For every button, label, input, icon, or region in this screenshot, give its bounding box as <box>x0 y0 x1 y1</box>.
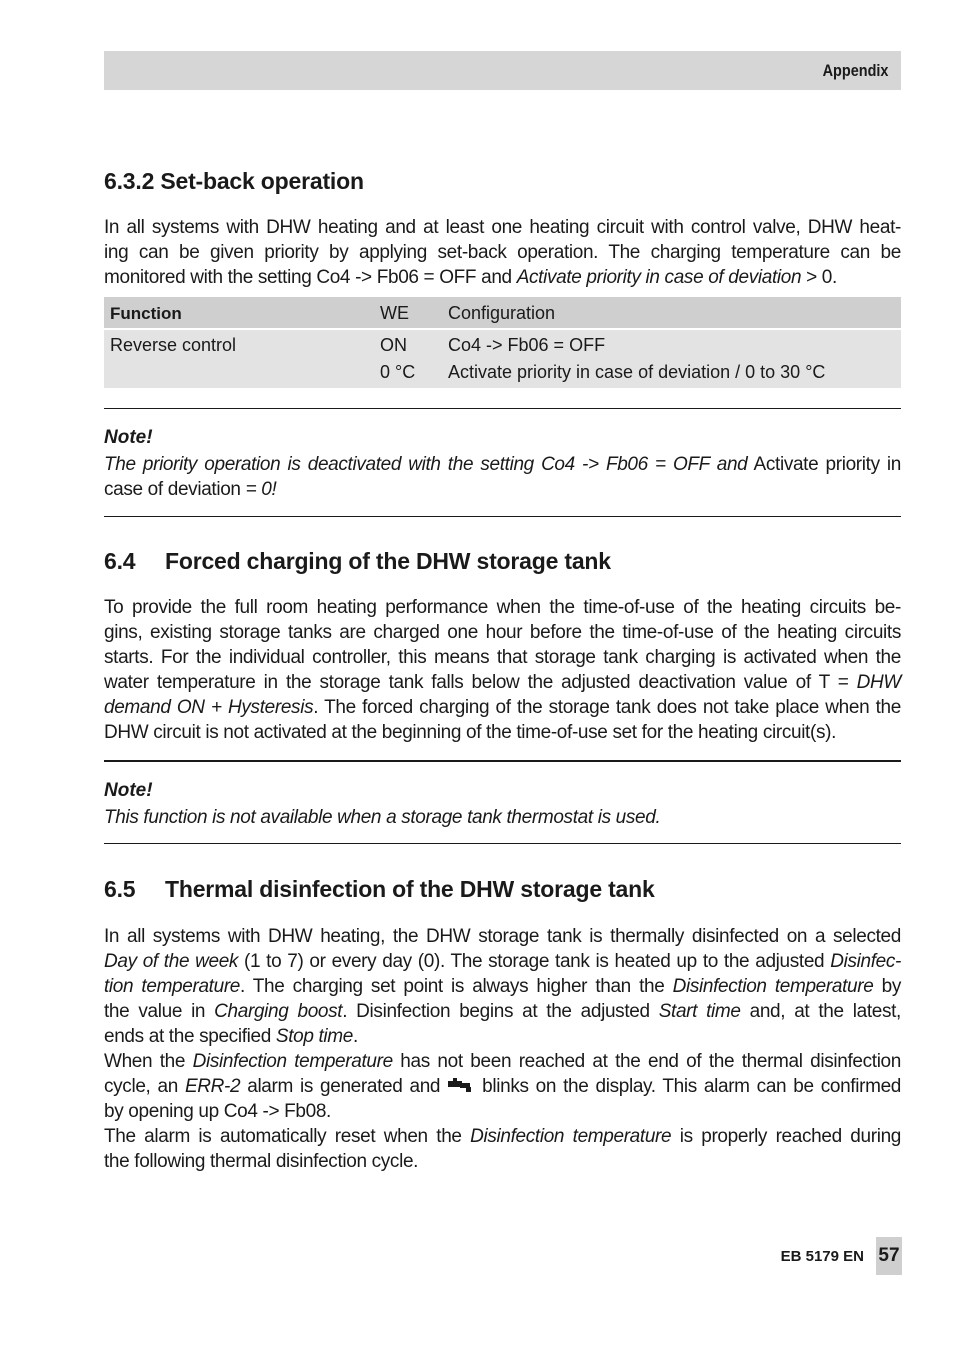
text-line: To provide the full room heating performance when the time-of-use of the heating circuits be- <box>104 597 901 618</box>
text-line: tion temperature. The charging set point is always higher than the Disinfection temperature by <box>104 976 901 997</box>
config-table <box>104 297 901 388</box>
text-line: The alarm is automatically reset when the Disinfection temperature is properly reached during <box>104 1126 901 1147</box>
header-config: Configuration <box>448 303 556 323</box>
header-function: Function <box>110 304 182 323</box>
text-line: This function is not available when a storage tank thermostat is used. <box>104 807 661 828</box>
note-title: Note! <box>104 427 153 448</box>
text-line: cycle, an ERR-2 alarm is generated and blinks on the display. This alarm can be confirmed <box>104 1076 901 1097</box>
note-text <box>104 805 901 830</box>
header-we: WE <box>380 303 409 323</box>
text-line: the following thermal disinfection cycle. <box>104 1151 419 1172</box>
document-code: EB 5179 EN <box>780 1248 864 1265</box>
header-bar <box>104 51 901 90</box>
heading-6-5: 6.5 Thermal disinfection of the DHW storage tank <box>104 876 655 902</box>
note-text <box>104 452 901 502</box>
text-line: ends at the specified Stop time. <box>104 1026 358 1047</box>
cell-we: 0 °C <box>380 362 416 382</box>
text-line: the value in Charging boost. Disinfection begins at the adjusted Start time and, at the latest, <box>104 1001 901 1022</box>
text-line: In all systems with DHW heating, the DHW storage tank is thermally disinfected on a selected <box>104 926 901 947</box>
divider <box>104 408 901 409</box>
text-line: When the Disinfection temperature has not been reached at the end of the thermal disinfection <box>104 1051 901 1072</box>
divider <box>104 843 901 844</box>
text-line: demand ON + Hysteresis. The forced charging of the storage tank does not take place when the <box>104 697 901 718</box>
text-line: DHW circuit is not activated at the beginning of the time-of-use set for the heating circuit(s). <box>104 722 837 743</box>
text-line: In all systems with DHW heating and at least one heating circuit with control valve, DHW heat- <box>104 217 901 238</box>
table-body <box>104 330 901 388</box>
note-title: Note! <box>104 780 153 801</box>
cell-we: ON <box>380 335 407 355</box>
page-number: 57 <box>876 1237 902 1275</box>
cell-function: Reverse control <box>110 335 237 355</box>
text-line: ing can be given priority by applying set-back operation. The charging temperature can be <box>104 242 901 263</box>
table-header-row <box>104 297 901 328</box>
paragraph-6-5 <box>104 924 901 1174</box>
text-line: gins, existing storage tanks are charged one hour before the time-of-use of the heating circuits <box>104 622 901 643</box>
text-line: by opening up Co4 -> Fb08. <box>104 1101 331 1122</box>
tap-icon <box>447 1076 475 1092</box>
paragraph-6-3-2 <box>104 215 901 290</box>
text-line: starts. For the individual controller, this means that storage tank charging is activated when the <box>104 647 901 668</box>
text-line: The priority operation is deactivated with the setting Co4 -> Fb06 = OFF and Activate priority in <box>104 454 901 475</box>
divider-thick <box>104 760 901 762</box>
heading-6-3-2: 6.3.2 Set-back operation <box>104 168 364 194</box>
heading-6-4: 6.4 Forced charging of the DHW storage tank <box>104 548 611 574</box>
text-line: water temperature in the storage tank falls below the adjusted deactivation value of T = DHW <box>104 672 901 693</box>
divider <box>104 516 901 517</box>
text-line: monitored with the setting Co4 -> Fb06 = OFF and Activate priority in case of deviation > 0. <box>104 267 837 288</box>
paragraph-6-4 <box>104 595 901 745</box>
text-line: Day of the week (1 to 7) or every day (0). The storage tank is heated up to the adjusted Disinfec- <box>104 951 901 972</box>
text-line: case of deviation = 0! <box>104 479 277 500</box>
cell-config: Co4 -> Fb06 = OFF <box>448 335 606 355</box>
cell-config: Activate priority in case of deviation / 0 to 30 °C <box>448 362 826 382</box>
header-section-label: Appendix <box>822 61 888 80</box>
